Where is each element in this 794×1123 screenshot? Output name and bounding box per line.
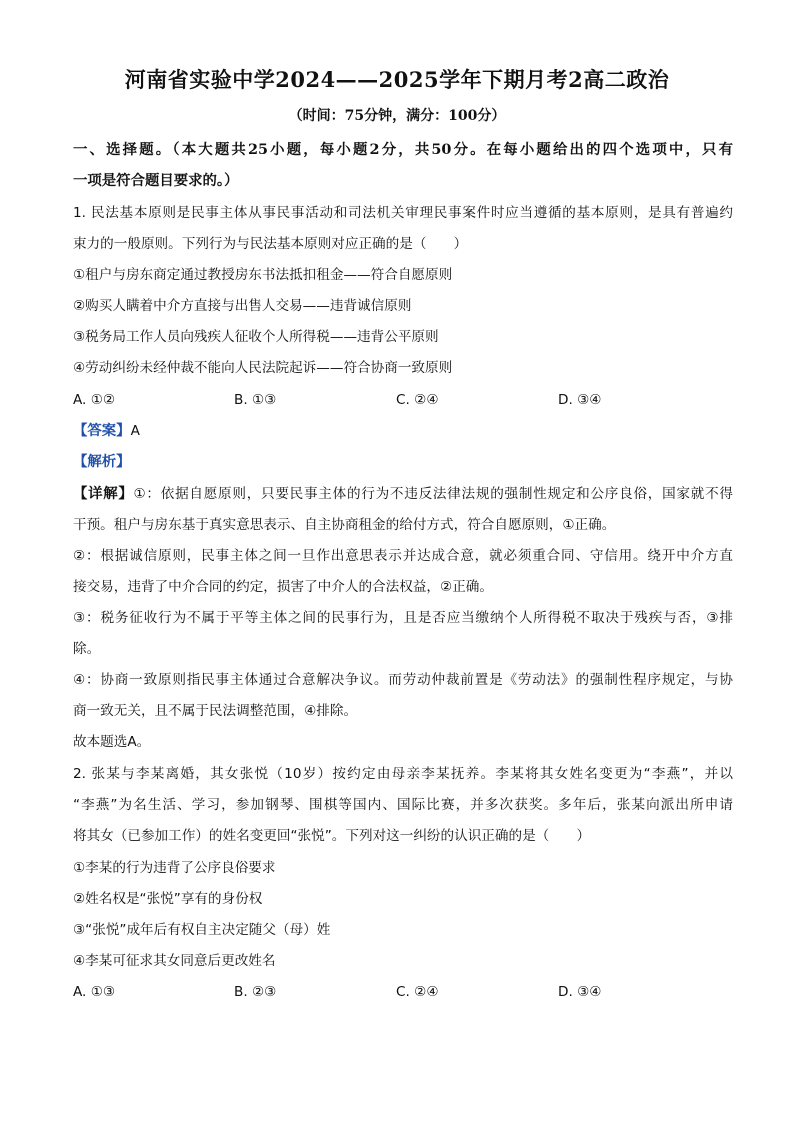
section-heading-line-1: 一、选择题。（本大题共25小题，每小题2分，共50分。在每小题给出的四个选项中，只有 xyxy=(73,141,733,158)
answer-value: A xyxy=(130,423,140,439)
page-subtitle: （时间：75分钟，满分：100分） xyxy=(288,108,506,124)
q2-item-1: ①李某的行为违背了公序良俗要求 xyxy=(73,860,276,876)
q2-item-3: ③“张悦”成年后有权自主决定随父（母）姓 xyxy=(73,922,331,938)
q1-item-2: ②购买人瞒着中介方直接与出售人交易——违背诚信原则 xyxy=(73,298,412,314)
q1-explanation-line-3: ②：根据诚信原则，民事主体之间一旦作出意思表示并达成合意，就必须重合同、守信用。绕开中介方直 xyxy=(73,548,733,564)
q2-option-c: C. ②④ xyxy=(396,984,439,1000)
q1-option-a: A. ①② xyxy=(73,392,116,408)
q1-answer xyxy=(73,421,733,441)
q2-option-d: D. ③④ xyxy=(558,984,602,1000)
q1-stem-line-2: 束力的一般原则。下列行为与民法基本原则对应正确的是（ ） xyxy=(73,236,468,252)
q1-explanation-line-1: 【详解】①：依据自愿原则，只要民事主体的行为不违反法律法规的强制性规定和公序良俗，国家就不得 xyxy=(73,485,733,502)
page-title: 河南省实验中学2024——2025学年下期月考2高二政治 xyxy=(124,67,670,92)
q2-stem-line-2: “李燕”为名生活、学习，参加钢琴、围棋等国内、国际比赛，并多次获奖。多年后，张某向派出所申请 xyxy=(73,797,733,813)
q1-explanation-line-7: ④：协商一致原则指民事主体通过合意解决争议。而劳动仲裁前置是《劳动法》的强制性程序规定，与协 xyxy=(73,672,733,688)
q1-item-3: ③税务局工作人员向残疾人征收个人所得税——违背公平原则 xyxy=(73,329,439,345)
q1-explanation-line-8: 商一致无关，且不属于民法调整范围，④排除。 xyxy=(73,703,358,719)
detail-label: 【详解】 xyxy=(73,485,134,502)
q1-stem-line-1: 1. 民法基本原则是民事主体从事民事活动和司法机关审理民事案件时应当遵循的基本原则，是具有普遍约 xyxy=(73,205,733,221)
q2-stem-line-1: 2. 张某与李某离婚，其女张悦（10岁）按约定由母亲李某抚养。李某将其女姓名变更为“李燕”，并以 xyxy=(73,766,733,782)
q1-option-c: C. ②④ xyxy=(396,392,439,408)
q1-analysis xyxy=(73,452,733,472)
q1-option-b: B. ①③ xyxy=(234,392,277,408)
q2-option-b: B. ②③ xyxy=(234,984,277,1000)
q1-item-1: ①租户与房东商定通过教授房东书法抵扣租金——符合自愿原则 xyxy=(73,267,453,283)
q1-explanation-line-2: 干预。租户与房东基于真实意思表示、自主协商租金的给付方式，符合自愿原则，①正确。 xyxy=(73,517,616,533)
q2-stem-line-3: 将其女（已参加工作）的姓名变更回“张悦”。下列对这一纠纷的认识正确的是（ ） xyxy=(73,828,591,844)
q1-option-d: D. ③④ xyxy=(558,392,602,408)
q1-item-4: ④劳动纠纷未经仲裁不能向人民法院起诉——符合协商一致原则 xyxy=(73,360,453,376)
q1-explanation-line-9: 故本题选A。 xyxy=(73,734,151,750)
q1-explanation-line-5: ③：税务征收行为不属于平等主体之间的民事行为，且是否应当缴纳个人所得税不取决于残疾与否，③排 xyxy=(73,610,733,626)
analysis-label: 【解析】 xyxy=(73,453,131,470)
q1-explanation-line-4: 接交易，违背了中介合同的约定，损害了中介人的合法权益，②正确。 xyxy=(73,579,493,595)
q2-option-a: A. ①③ xyxy=(73,984,116,1000)
section-heading-line-2: 一项是符合题目要求的。） xyxy=(73,172,239,189)
q2-item-4: ④李某可征求其女同意后更改姓名 xyxy=(73,953,276,969)
answer-label: 【答案】 xyxy=(73,422,131,439)
q1-explanation-line-6: 除。 xyxy=(73,641,101,657)
q2-item-2: ②姓名权是“张悦”享有的身份权 xyxy=(73,891,263,907)
